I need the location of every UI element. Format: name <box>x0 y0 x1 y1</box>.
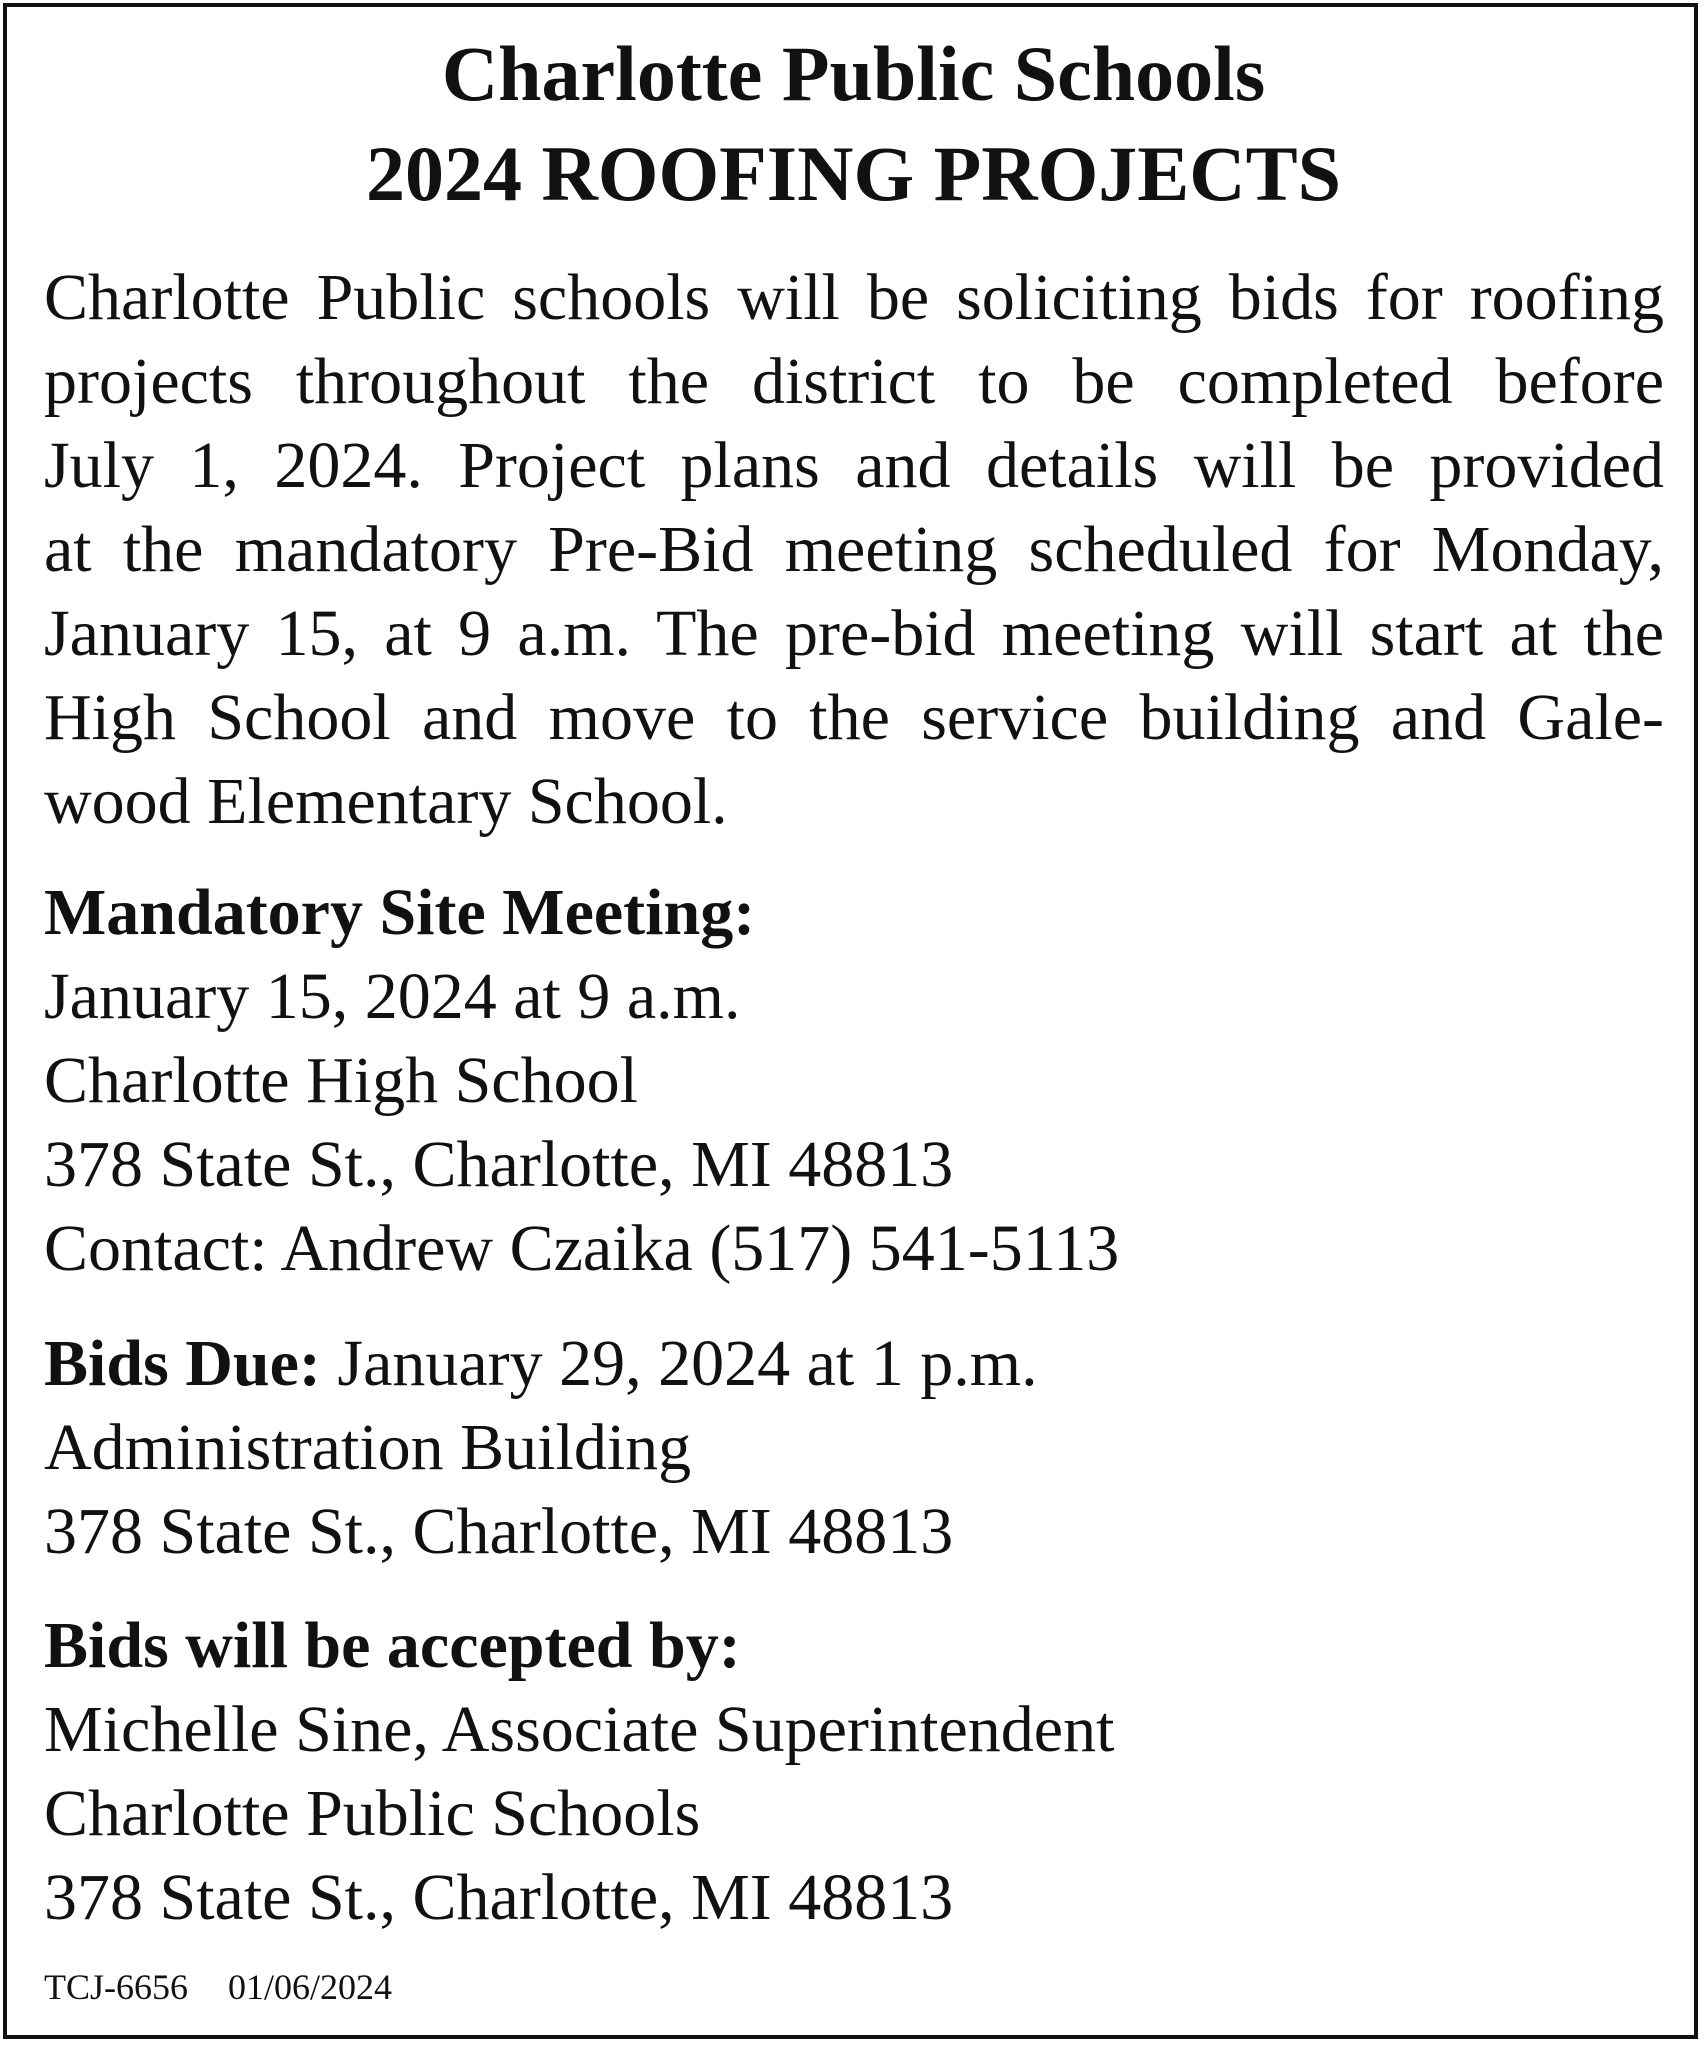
bids-due-address: 378 State St., Charlotte, MI 48813 <box>44 1495 954 1568</box>
intro-line: Charlotte Public schools will be soliciting bids for roofing <box>44 261 1664 334</box>
intro-line: at the mandatory Pre-Bid meeting scheduled for Monday, <box>44 513 1664 586</box>
accepted-by-address: 378 State St., Charlotte, MI 48813 <box>44 1861 954 1934</box>
site-meeting-address: 378 State St., Charlotte, MI 48813 <box>44 1128 954 1201</box>
accepted-by-heading: Bids will be accepted by: <box>44 1609 741 1682</box>
intro-line: January 15, at 9 a.m. The pre-bid meeting will start at the <box>44 597 1664 670</box>
bids-due-section <box>44 1322 1664 1574</box>
intro-line: High School and move to the service building and Gale- <box>44 681 1664 754</box>
intro-line: wood Elementary School. <box>44 765 728 838</box>
notice-title: Charlotte Public Schools <box>441 30 1266 117</box>
bids-due-date: January 29, 2024 at 1 p.m. <box>320 1327 1038 1400</box>
bids-due-label: Bids Due: <box>44 1327 321 1400</box>
notice-footer <box>44 1962 392 2012</box>
intro-line: projects throughout the district to be completed before <box>44 345 1664 418</box>
intro-line: July 1, 2024. Project plans and details will be provided <box>44 429 1664 502</box>
notice-date: 01/06/2024 <box>228 1967 393 2007</box>
site-meeting-section <box>44 871 1664 1291</box>
site-meeting-date: January 15, 2024 at 9 a.m. <box>44 960 741 1033</box>
accepted-by-org: Charlotte Public Schools <box>44 1777 701 1850</box>
accepted-by-section <box>44 1604 1664 1940</box>
bids-due-location: Administration Building <box>44 1411 692 1484</box>
notice-subtitle: 2024 ROOFING PROJECTS <box>365 130 1342 217</box>
intro-paragraph <box>44 256 1664 844</box>
site-meeting-contact: Contact: Andrew Czaika (517) 541-5113 <box>44 1212 1120 1285</box>
bids-due-line <box>44 1322 1664 1406</box>
accepted-by-name: Michelle Sine, Associate Superintendent <box>44 1693 1115 1766</box>
site-meeting-location: Charlotte High School <box>44 1044 638 1117</box>
notice-code: TCJ-6656 <box>44 1967 188 2007</box>
site-meeting-heading: Mandatory Site Meeting: <box>44 876 756 949</box>
